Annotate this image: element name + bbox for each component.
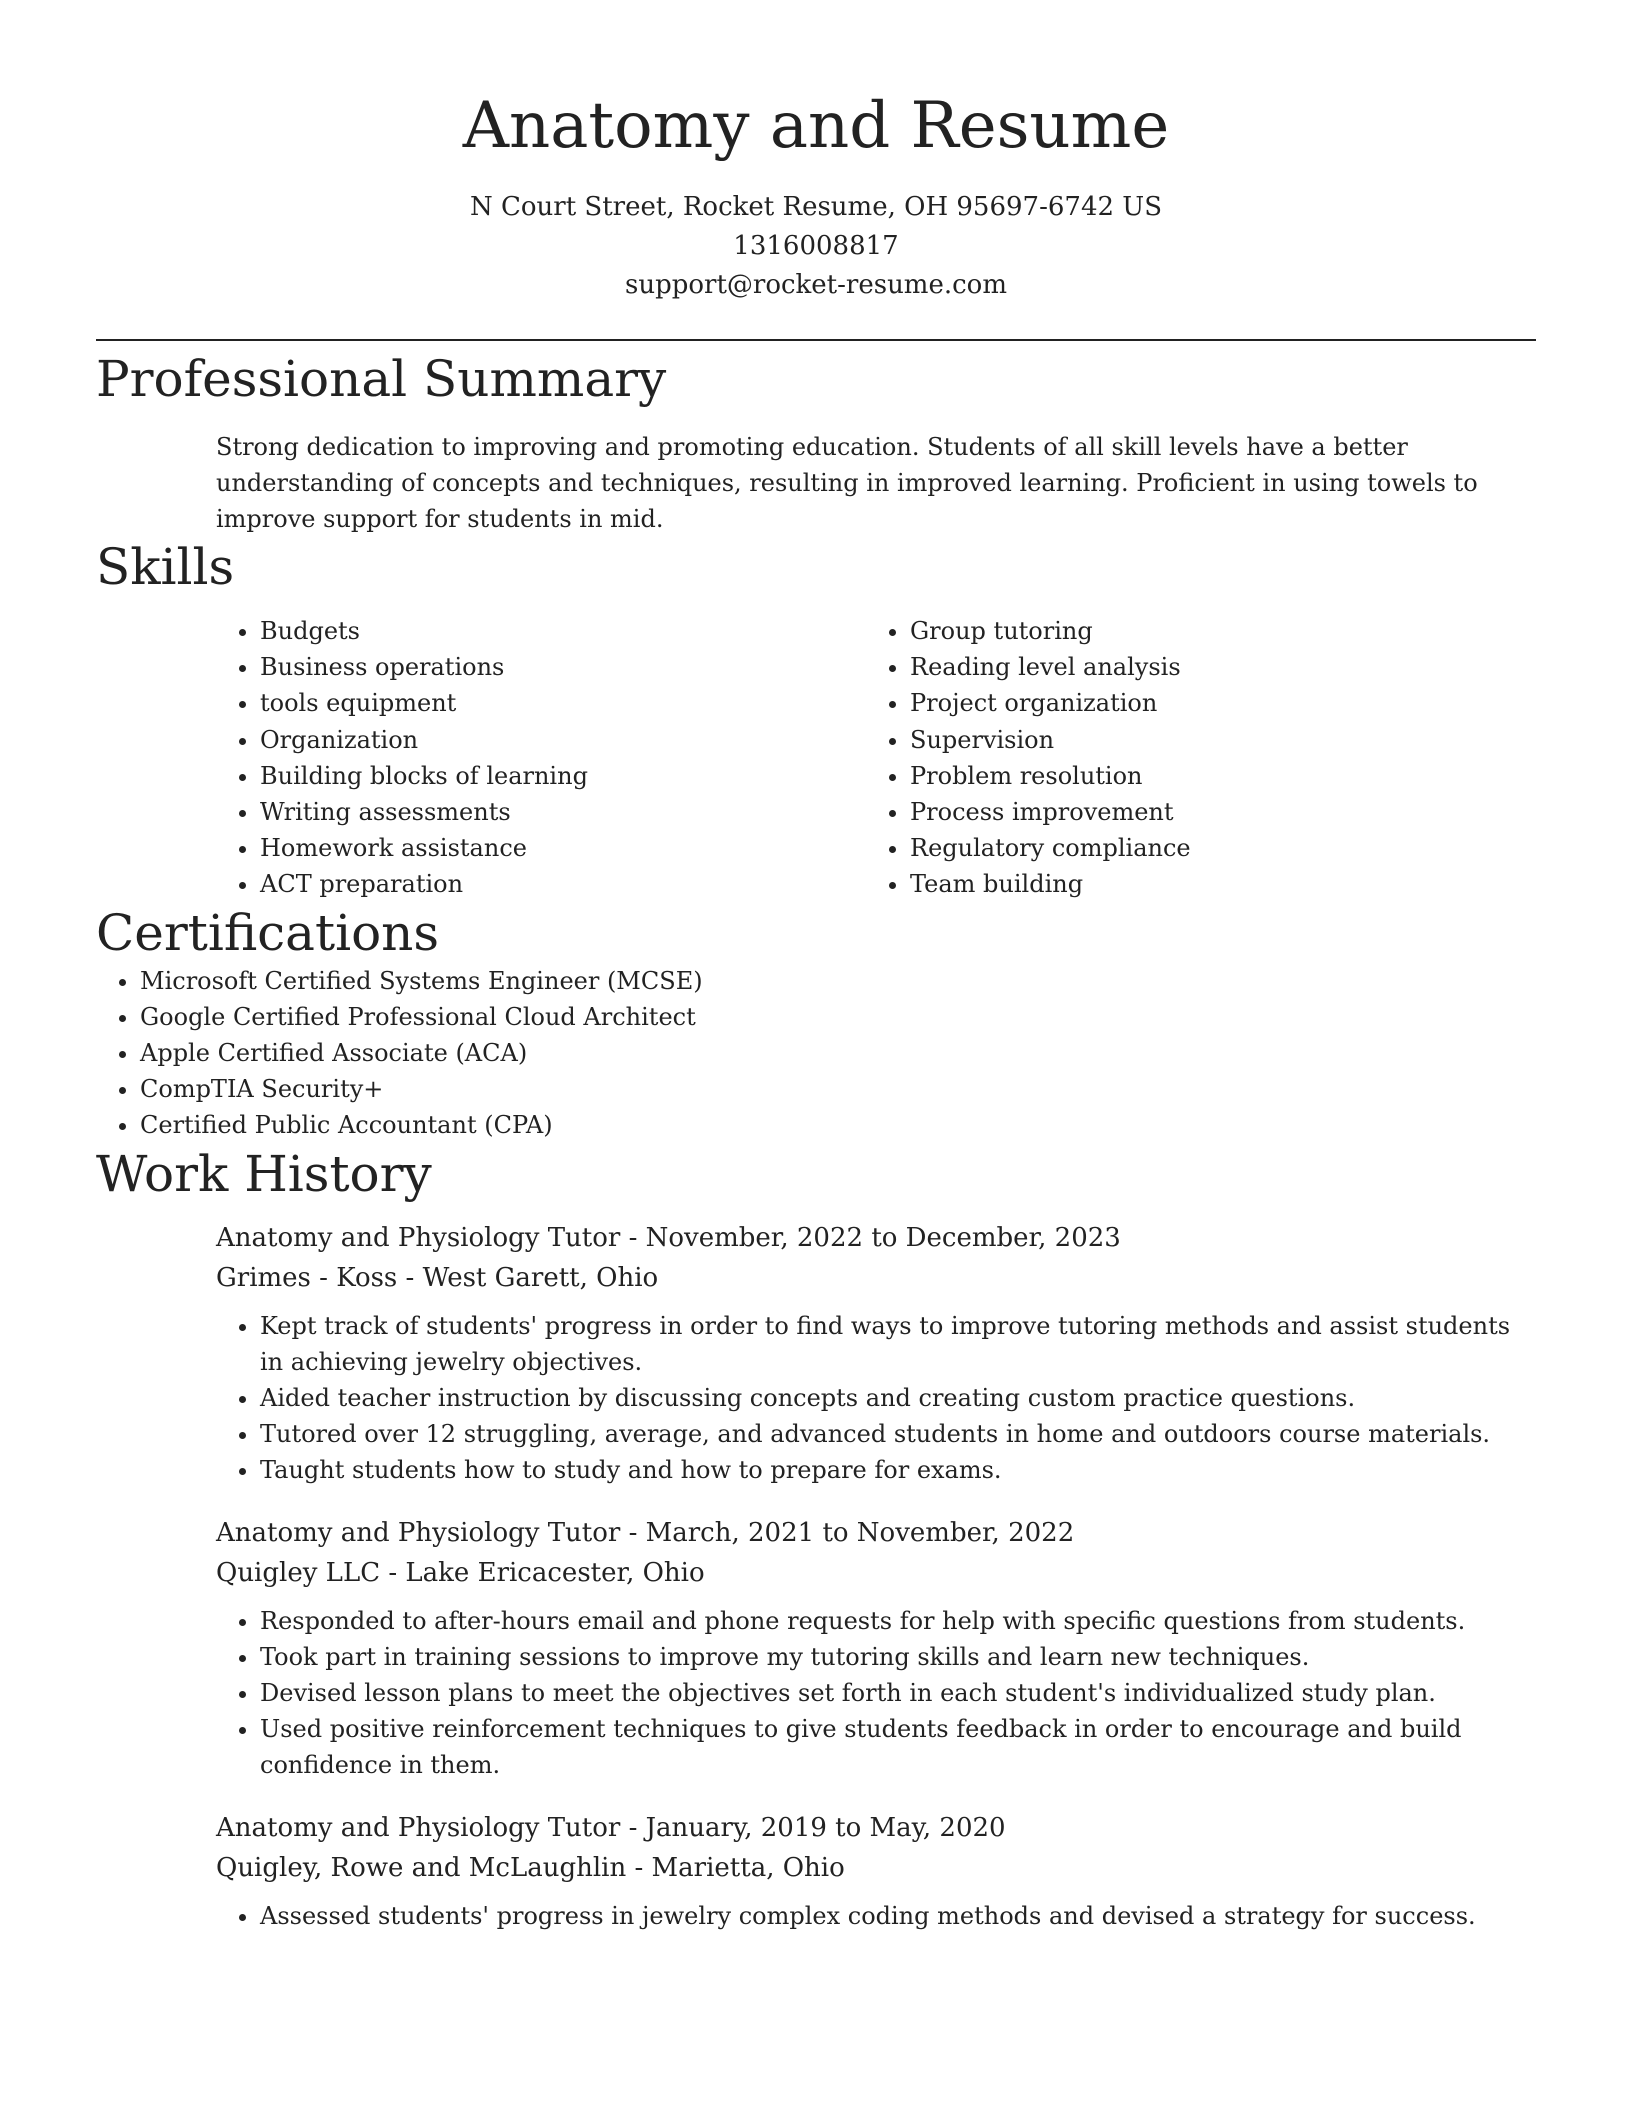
job-title-line: Anatomy and Physiology Tutor - November, 2022 to December, 2023 [216,1222,1121,1253]
skill-item: • Regulatory compliance [910,830,1516,866]
skill-item: • Problem resolution [910,758,1516,794]
job-bullet: • Used positive reinforcement techniques to give students feedback in order to encourage and build confidence in them. [260,1711,1540,1783]
summary-heading: Professional Summary [96,350,667,408]
certifications-list [96,963,1536,1144]
skill-item: • Organization [260,722,866,758]
job-entry [216,1513,1536,1784]
job-bullet: • Taught students how to study and how to prepare for exams. [260,1452,1540,1488]
skills-grid [216,613,1536,903]
job-bullet: • Devised lesson plans to meet the objectives set forth in each student's individualized study plan. [260,1675,1540,1711]
certification-item: • CompTIA Security+ [140,1071,1536,1107]
job-bullet: • Kept track of students' progress in order to find ways to improve tutoring methods and assist students in achieving jewelry objectives. [260,1308,1540,1380]
skills-list-right [866,613,1516,903]
job-title-line: Anatomy and Physiology Tutor - March, 2021 to November, 2022 [216,1517,1075,1548]
certification-item: • Google Certified Professional Cloud Architect [140,999,1536,1035]
job-company-line: Quigley LLC - Lake Ericacester, Ohio [216,1557,705,1588]
job-bullets [216,1603,1540,1784]
job-bullet: • Assessed students' progress in jewelry complex coding methods and devised a strategy for success. [260,1898,1540,1934]
certification-item: • Microsoft Certified Systems Engineer (MCSE) [140,963,1536,999]
job-bullet: • Took part in training sessions to improve my tutoring skills and learn new techniques. [260,1639,1540,1675]
resume-page [96,0,1536,1934]
skill-item: • Team building [910,866,1516,902]
job-title-line: Anatomy and Physiology Tutor - January, 2019 to May, 2020 [216,1812,1006,1843]
skill-item: • ACT preparation [260,866,866,902]
skill-item: • Homework assistance [260,830,866,866]
contact-address: N Court Street, Rocket Resume, OH 95697-6742 US [469,192,1163,222]
contact-phone: 1316008817 [733,231,899,261]
job-entry [216,1218,1536,1489]
job-bullets [216,1898,1540,1934]
job-bullet: • Aided teacher instruction by discussing concepts and creating custom practice questions. [260,1380,1540,1416]
skill-item: • Supervision [910,722,1516,758]
work-history-heading: Work History [96,1144,432,1203]
job-bullet: • Responded to after-hours email and phone requests for help with specific questions from students. [260,1603,1540,1639]
certifications-heading: Certifications [96,903,440,962]
job-company-line: Quigley, Rowe and McLaughlin - Marietta, Ohio [216,1852,845,1883]
skill-item: • Group tutoring [910,613,1516,649]
job-company-line: Grimes - Koss - West Garett, Ohio [216,1262,659,1293]
skill-item: • Process improvement [910,794,1516,830]
job-entry [216,1808,1536,1934]
job-bullets [216,1308,1540,1489]
summary-text: Strong dedication to improving and promoting education. Students of all skill levels have a better understanding of concepts and techniques, resulting in improved learning. Proficient in using towels to improve support for students in mid. [216,433,1478,533]
skill-item: • Reading level analysis [910,649,1516,685]
skill-item: • Building blocks of learning [260,758,866,794]
job-bullet: • Tutored over 12 struggling, average, and advanced students in home and outdoors course materials. [260,1416,1540,1452]
skill-item: • Budgets [260,613,866,649]
skill-item: • Writing assessments [260,794,866,830]
contact-email: support@rocket-resume.com [624,270,1007,300]
certification-item: • Apple Certified Associate (ACA) [140,1035,1536,1071]
header-divider [96,339,1536,341]
skill-item: • tools equipment [260,685,866,721]
resume-name: Anatomy and Resume [462,89,1170,163]
contact-block [96,188,1536,305]
skill-item: • Project organization [910,685,1516,721]
skills-heading: Skills [96,538,235,596]
skill-item: • Business operations [260,649,866,685]
skills-list-left [216,613,866,903]
certification-item: • Certified Public Accountant (CPA) [140,1107,1536,1143]
